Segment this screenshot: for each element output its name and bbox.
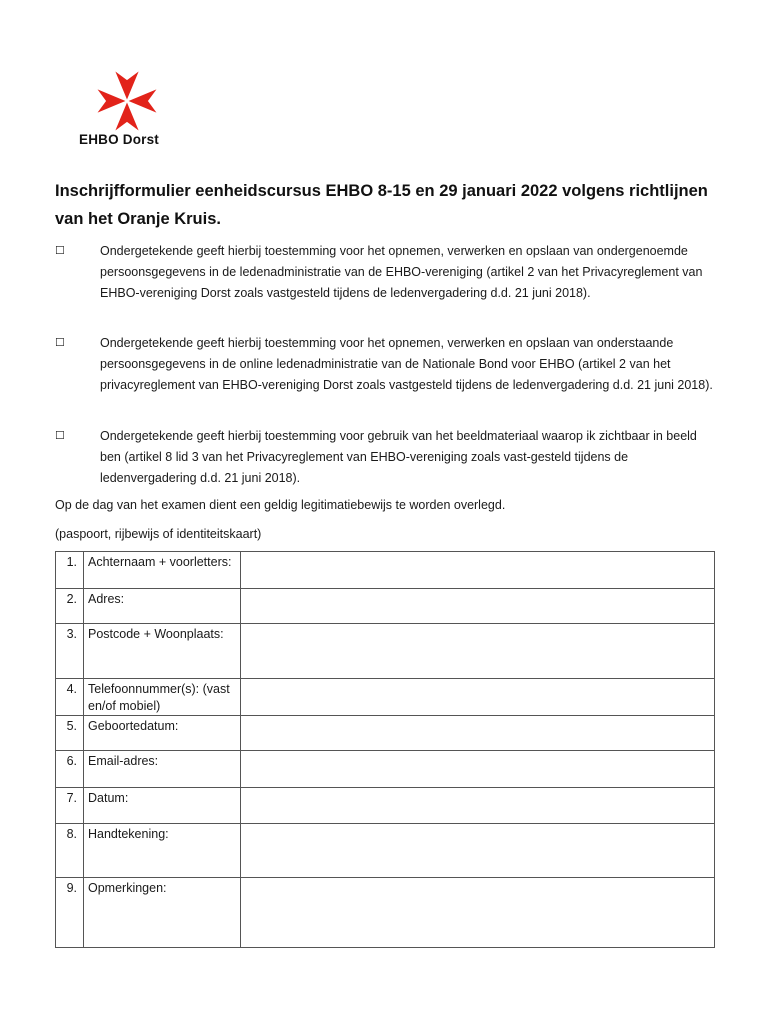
field-label: Postcode + Woonplaats: [84,624,241,679]
field-label: Geboortedatum: [84,716,241,751]
address-field[interactable] [241,589,715,624]
consent-item [55,426,715,489]
field-label: Datum: [84,788,241,824]
table-row [56,824,715,878]
consent-text: Ondergetekende geeft hierbij toestemming voor het opnemen, verwerken en opslaan van ondergenoemde persoonsgegevens in de ledenadministratie van de EHBO-vereniging (artikel 2 van het Privacyreglement van EHBO-vereniging Dorst zoals vastgesteld tijdens de ledenvergadering d.d. 21 juni 2018). [100,244,703,300]
field-label: Opmerkingen: [84,878,241,948]
page-title: Inschrijfformulier eenheidscursus EHBO 8-15 en 29 januari 2022 volgens richtlijnen van het Oranje Kruis. [55,182,708,228]
table-row [56,624,715,679]
checkbox[interactable]: ☐ [55,430,65,442]
field-label: Handtekening: [84,824,241,878]
table-row [56,878,715,948]
table-row [56,751,715,788]
table-row [56,716,715,751]
row-number: 9. [56,878,84,948]
exam-note: Op de dag van het examen dient een geldig legitimatiebewijs te worden overlegd. [55,498,506,512]
row-number: 6. [56,751,84,788]
email-field[interactable] [241,751,715,788]
field-label: Telefoonnummer(s): (vast en/of mobiel) [84,679,241,716]
surname-initials-field[interactable] [241,552,715,589]
field-label: Adres: [84,589,241,624]
checkbox[interactable]: ☐ [55,337,65,349]
row-number: 3. [56,624,84,679]
registration-form-table [55,551,715,948]
table-row [56,679,715,716]
table-row [56,788,715,824]
row-number: 4. [56,679,84,716]
row-number: 5. [56,716,84,751]
id-note: (paspoort, rijbewijs of identiteitskaart) [55,527,262,541]
birthdate-field[interactable] [241,716,715,751]
consent-item [55,333,715,396]
consent-text: Ondergetekende geeft hierbij toestemming voor het opnemen, verwerken en opslaan van onderstaande persoonsgegevens in de online ledenadministratie van de Nationale Bond voor EHBO (artikel 2 van het privacyreglement van EHBO-vereniging Dorst zoals vastgesteld tijdens de ledenvergadering d.d. 21 juni 2018). [100,336,713,392]
consent-item [55,241,715,304]
row-number: 8. [56,824,84,878]
checkbox[interactable]: ☐ [55,245,65,257]
postcode-city-field[interactable] [241,624,715,679]
row-number: 7. [56,788,84,824]
table-row [56,552,715,589]
phone-field[interactable] [241,679,715,716]
field-label: Achternaam + voorletters: [84,552,241,589]
red-maltese-cross-icon [89,70,165,132]
date-field[interactable] [241,788,715,824]
field-label: Email-adres: [84,751,241,788]
row-number: 2. [56,589,84,624]
signature-field[interactable] [241,824,715,878]
table-row [56,589,715,624]
row-number: 1. [56,552,84,589]
logo-name: EHBO Dorst [79,132,160,147]
remarks-field[interactable] [241,878,715,948]
consent-text: Ondergetekende geeft hierbij toestemming voor gebruik van het beeldmateriaal waarop ik zichtbaar in beeld ben (artikel 8 lid 3 van het Privacyreglement van EHBO-vereniging zoals vast-gesteld tijdens de ledenvergadering d.d. 21 juni 2018). [100,429,697,485]
logo [76,70,186,147]
